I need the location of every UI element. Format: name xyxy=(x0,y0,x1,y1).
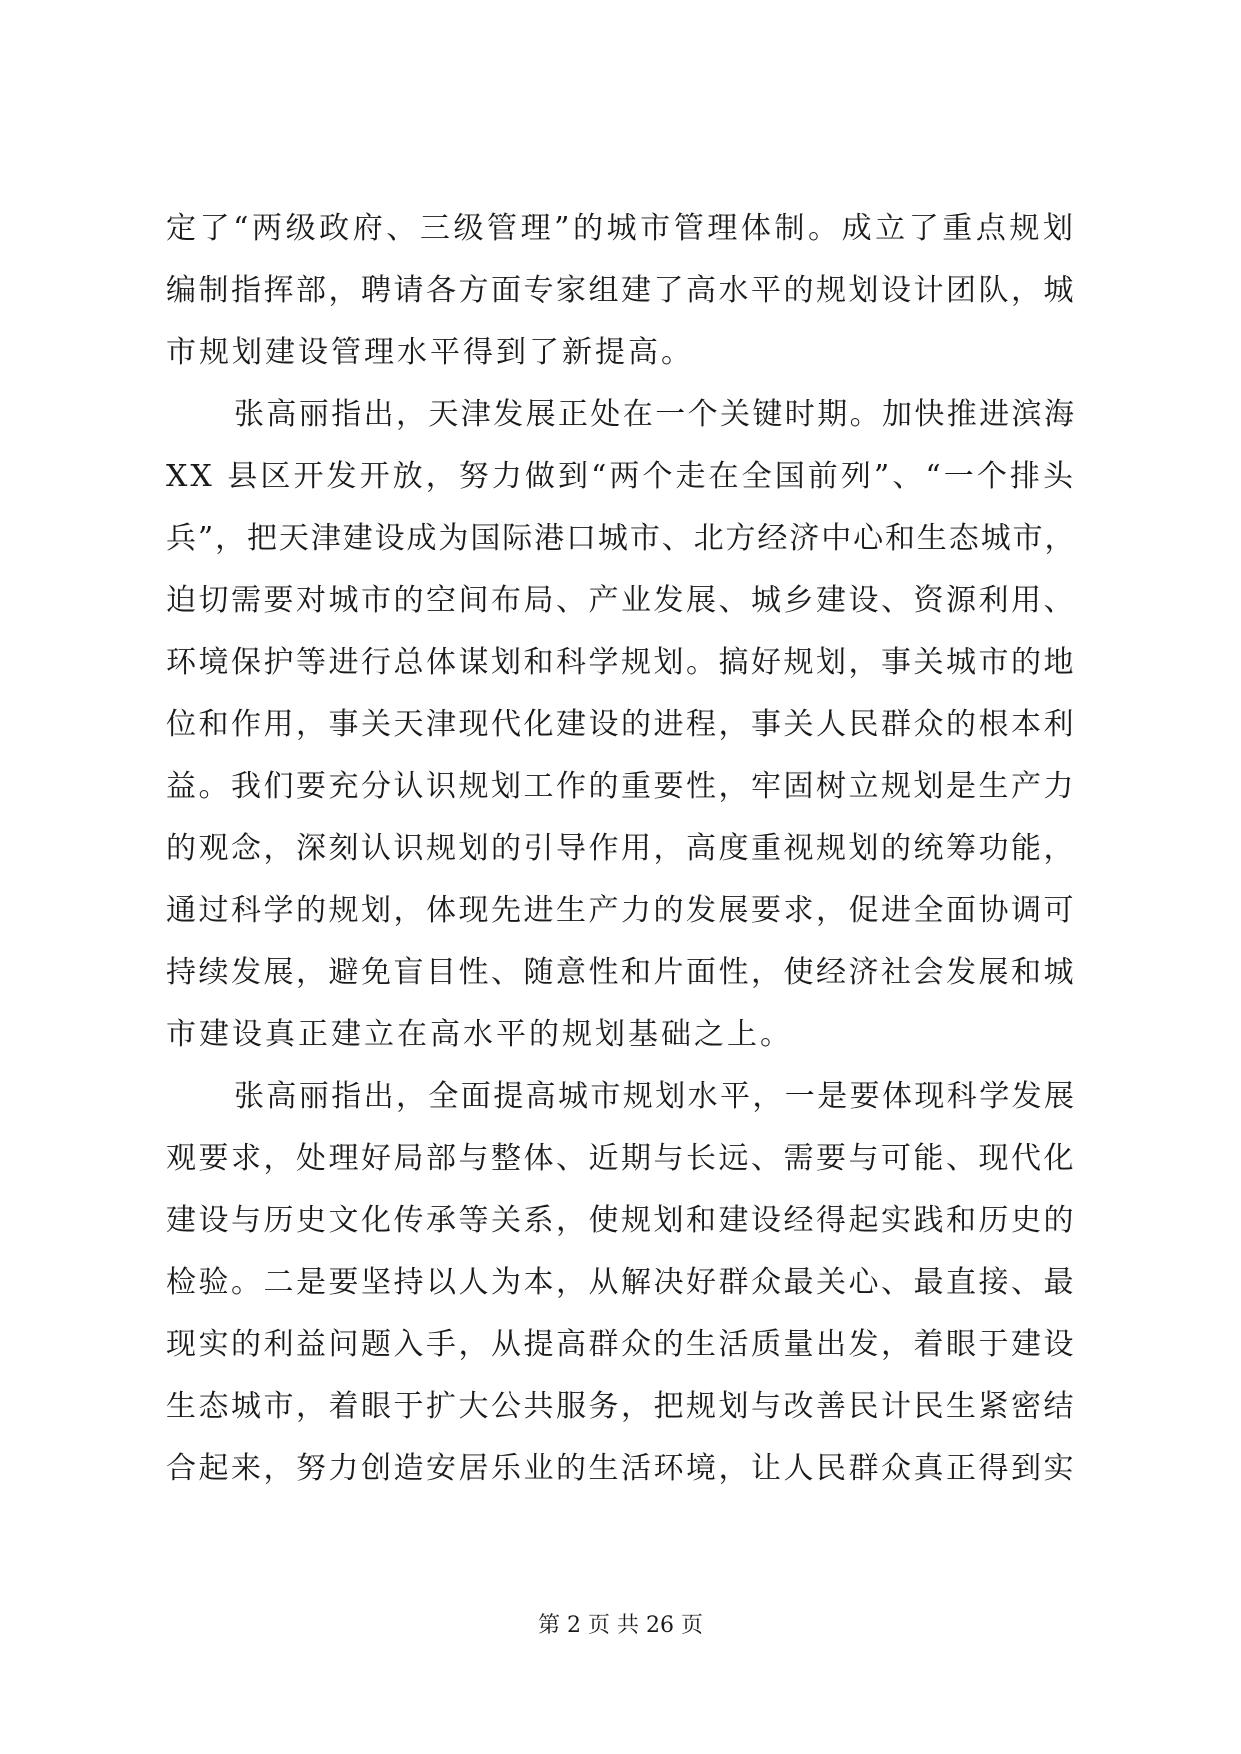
text-line: XX 县区开发开放，努力做到“两个走在全国前列”、“一个排头 xyxy=(166,459,1076,494)
text-line: 通过科学的规划，体现先进生产力的发展要求，促进全面协调可 xyxy=(166,893,1076,928)
text-line: 环境保护等进行总体谋划和科学规划。搞好规划，事关城市的地 xyxy=(166,645,1076,680)
text-line: 兵”，把天津建设成为国际港口城市、北方经济中心和生态城市， xyxy=(166,521,1076,556)
text-line: 益。我们要充分认识规划工作的重要性，牢固树立规划是生产力 xyxy=(166,769,1076,804)
text-line: 编制指挥部，聘请各方面专家组建了高水平的规划设计团队，城 xyxy=(166,273,1076,308)
text-line: 迫切需要对城市的空间布局、产业发展、城乡建设、资源利用、 xyxy=(166,583,1076,618)
text-line: 市建设真正建立在高水平的规划基础之上。 xyxy=(166,1017,793,1052)
page-footer: 第 2 页 共 26 页 xyxy=(538,1613,703,1638)
text-line: 检验。二是要坚持以人为本，从解决好群众最关心、最直接、最 xyxy=(166,1265,1076,1300)
text-line: 定了“两级政府、三级管理”的城市管理体制。成立了重点规划 xyxy=(166,211,1076,246)
text-line: 现实的利益问题入手，从提高群众的生活质量出发，着眼于建设 xyxy=(166,1327,1076,1362)
text-line: 的观念，深刻认识规划的引导作用，高度重视规划的统筹功能， xyxy=(166,831,1076,866)
text-line: 合起来，努力创造安居乐业的生活环境，让人民群众真正得到实 xyxy=(166,1451,1076,1486)
text-line: 观要求，处理好局部与整体、近期与长远、需要与可能、现代化 xyxy=(166,1141,1076,1176)
text-line: 建设与历史文化传承等关系，使规划和建设经得起实践和历史的 xyxy=(166,1203,1076,1238)
text-line: 张高丽指出，全面提高城市规划水平，一是要体现科学发展 xyxy=(234,1079,1076,1114)
text-line: 持续发展，避免盲目性、随意性和片面性，使经济社会发展和城 xyxy=(166,955,1076,990)
text-line: 张高丽指出，天津发展正处在一个关键时期。加快推进滨海 xyxy=(234,397,1076,432)
text-line: 市规划建设管理水平得到了新提高。 xyxy=(166,335,694,370)
text-line: 生态城市，着眼于扩大公共服务，把规划与改善民计民生紧密结 xyxy=(166,1389,1076,1424)
document-body xyxy=(166,198,1076,1500)
text-line: 位和作用，事关天津现代化建设的进程，事关人民群众的根本利 xyxy=(166,707,1076,742)
